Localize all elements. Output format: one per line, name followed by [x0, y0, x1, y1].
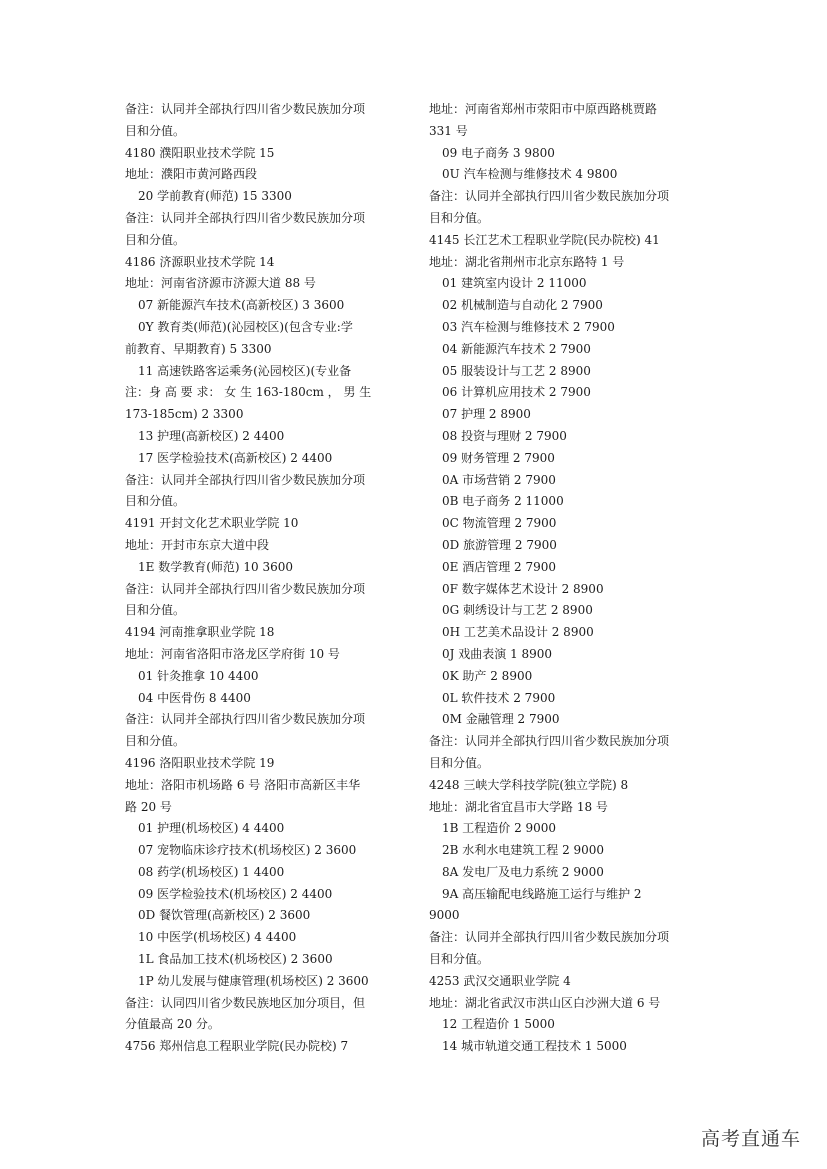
- note-line: 目和分值。: [125, 232, 186, 247]
- major-entry: 0B 电子商务 2 11000: [442, 494, 564, 509]
- school-heading: 4196 洛阳职业技术学院 19: [125, 755, 275, 770]
- major-entry: 03 汽车检测与维修技术 2 7900: [442, 319, 615, 334]
- major-entry: 13 护理(高新校区) 2 4400: [138, 428, 285, 443]
- address-line: 地址：湖北省荆州市北京东路特 1 号: [429, 254, 625, 269]
- major-entry-cont: 前教育、早期教育) 5 3300: [125, 341, 272, 356]
- major-entry: 1L 食品加工技术(机场校区) 2 3600: [138, 952, 333, 967]
- note-line: 目和分值。: [429, 210, 490, 225]
- major-entry: 1P 幼儿发展与健康管理(机场校区) 2 3600: [138, 973, 369, 988]
- note-line: 备注：认同四川省少数民族地区加分项目，但: [125, 995, 366, 1010]
- note-line: 目和分值。: [125, 734, 186, 749]
- address-line: 地址：湖北省宜昌市大学路 18 号: [429, 799, 608, 814]
- school-heading: 4180 濮阳职业技术学院 15: [125, 145, 275, 160]
- note-line: 目和分值。: [125, 494, 186, 509]
- major-entry: 0E 酒店管理 2 7900: [442, 559, 557, 574]
- major-entry: 10 中医学(机场校区) 4 4400: [138, 930, 297, 945]
- major-entry: 07 新能源汽车技术(高新校区) 3 3600: [138, 298, 345, 313]
- major-entry: 0C 物流管理 2 7900: [442, 516, 557, 531]
- major-entry: 0G 刺绣设计与工艺 2 8900: [442, 603, 593, 618]
- address-line: 地址：洛阳市机场路 6 号 洛阳市高新区丰华: [125, 777, 361, 792]
- note-line: 目和分值。: [125, 123, 186, 138]
- address-line: 331 号: [429, 123, 468, 138]
- major-entry-cont: 9000: [429, 908, 460, 923]
- major-entry: 08 药学(机场校区) 1 4400: [138, 864, 285, 879]
- major-entry: 04 中医骨伤 8 4400: [138, 690, 251, 705]
- address-line: 地址：开封市东京大道中段: [125, 537, 270, 552]
- major-entry: 09 电子商务 3 9800: [442, 145, 555, 160]
- major-entry: 01 护理(机场校区) 4 4400: [138, 821, 285, 836]
- major-entry: 0J 戏曲表演 1 8900: [442, 646, 553, 661]
- major-entry: 14 城市轨道交通工程技术 1 5000: [442, 1039, 627, 1054]
- major-entry: 0K 助产 2 8900: [442, 668, 533, 683]
- major-entry: 0A 市场营销 2 7900: [442, 472, 556, 487]
- major-entry: 12 工程造价 1 5000: [442, 1017, 555, 1032]
- major-entry: 0Y 教育类(师范)(沁园校区)(包含专业:学: [138, 319, 353, 334]
- major-entry: 01 建筑室内设计 2 11000: [442, 276, 587, 291]
- major-entry: 1B 工程造价 2 9000: [442, 821, 557, 836]
- note-line: 备注：认同并全部执行四川省少数民族加分项: [125, 102, 366, 116]
- major-entry: 2B 水利水电建筑工程 2 9000: [442, 843, 605, 858]
- major-entry: 17 医学检验技术(高新校区) 2 4400: [138, 450, 333, 465]
- address-line: 地址：河南省洛阳市洛龙区学府街 10 号: [125, 646, 340, 661]
- school-heading: 4248 三峡大学科技学院(独立学院) 8: [429, 777, 629, 792]
- note-line: 目和分值。: [429, 755, 490, 770]
- note-line: 备注：认同并全部执行四川省少数民族加分项: [125, 712, 366, 727]
- school-heading: 4145 长江艺术工程职业学院(民办院校) 41: [429, 232, 660, 247]
- left-column: [125, 99, 403, 1058]
- school-heading: 4191 开封文化艺术职业学院 10: [125, 516, 299, 531]
- address-line: 地址：河南省郑州市荥阳市中原西路桃贾路: [429, 102, 658, 116]
- school-heading: 4194 河南推拿职业学院 18: [125, 625, 275, 640]
- major-entry: 09 医学检验技术(机场校区) 2 4400: [138, 886, 333, 901]
- major-entry: 0F 数字媒体艺术设计 2 8900: [442, 581, 604, 596]
- major-entry: 07 护理 2 8900: [442, 407, 531, 422]
- note-line: 备注：认同并全部执行四川省少数民族加分项: [125, 581, 366, 596]
- major-entry: 9A 高压输配电线路施工运行与维护 2: [442, 886, 642, 901]
- major-entry: 08 投资与理财 2 7900: [442, 428, 567, 443]
- note-line: 目和分值。: [429, 952, 490, 967]
- major-entry: 09 财务管理 2 7900: [442, 450, 555, 465]
- watermark-text: 高考直通车: [700, 1128, 801, 1150]
- major-entry: 11 高速铁路客运乘务(沁园校区)(专业备: [138, 363, 352, 378]
- major-entry: 1E 数学教育(师范) 10 3600: [138, 559, 294, 574]
- note-line: 备注：认同并全部执行四川省少数民族加分项: [125, 472, 366, 487]
- school-heading: 4253 武汉交通职业学院 4: [429, 973, 571, 988]
- address-line: 地址：湖北省武汉市洪山区白沙洲大道 6 号: [429, 995, 661, 1010]
- note-line: 备注：认同并全部执行四川省少数民族加分项: [429, 734, 670, 749]
- major-entry-cont: 注：身 高 要 求： 女 生 163-180cm ， 男 生: [125, 385, 372, 400]
- note-line: 分值最高 20 分。: [125, 1017, 220, 1032]
- note-line: 备注：认同并全部执行四川省少数民族加分项: [429, 930, 670, 945]
- major-entry: 0D 餐饮管理(高新校区) 2 3600: [138, 908, 311, 923]
- major-entry: 02 机械制造与自动化 2 7900: [442, 298, 603, 313]
- major-entry: 0H 工艺美术品设计 2 8900: [442, 625, 594, 640]
- major-entry: 0M 金融管理 2 7900: [442, 712, 560, 727]
- major-entry: 07 宠物临床诊疗技术(机场校区) 2 3600: [138, 843, 357, 858]
- school-heading: 4756 郑州信息工程职业学院(民办院校) 7: [125, 1039, 349, 1054]
- major-entry: 20 学前教育(师范) 15 3300: [138, 189, 292, 204]
- major-entry: 05 服装设计与工艺 2 8900: [442, 363, 591, 378]
- note-line: 备注：认同并全部执行四川省少数民族加分项: [429, 189, 670, 204]
- major-entry: 01 针灸推拿 10 4400: [138, 668, 259, 683]
- note-line: 备注：认同并全部执行四川省少数民族加分项: [125, 210, 366, 225]
- school-heading: 4186 济源职业技术学院 14: [125, 254, 275, 269]
- right-column: [429, 99, 705, 1058]
- address-line: 路 20 号: [125, 799, 172, 814]
- address-line: 地址：濮阳市黄河路西段: [125, 167, 258, 182]
- major-entry: 0L 软件技术 2 7900: [442, 690, 556, 705]
- major-entry: 04 新能源汽车技术 2 7900: [442, 341, 591, 356]
- major-entry: 0D 旅游管理 2 7900: [442, 537, 557, 552]
- major-entry: 8A 发电厂及电力系统 2 9000: [442, 864, 604, 879]
- major-entry: 0U 汽车检测与维修技术 4 9800: [442, 167, 618, 182]
- major-entry: 06 计算机应用技术 2 7900: [442, 385, 591, 400]
- address-line: 地址：河南省济源市济源大道 88 号: [125, 276, 316, 291]
- major-entry-cont: 173-185cm) 2 3300: [125, 407, 244, 422]
- note-line: 目和分值。: [125, 603, 186, 618]
